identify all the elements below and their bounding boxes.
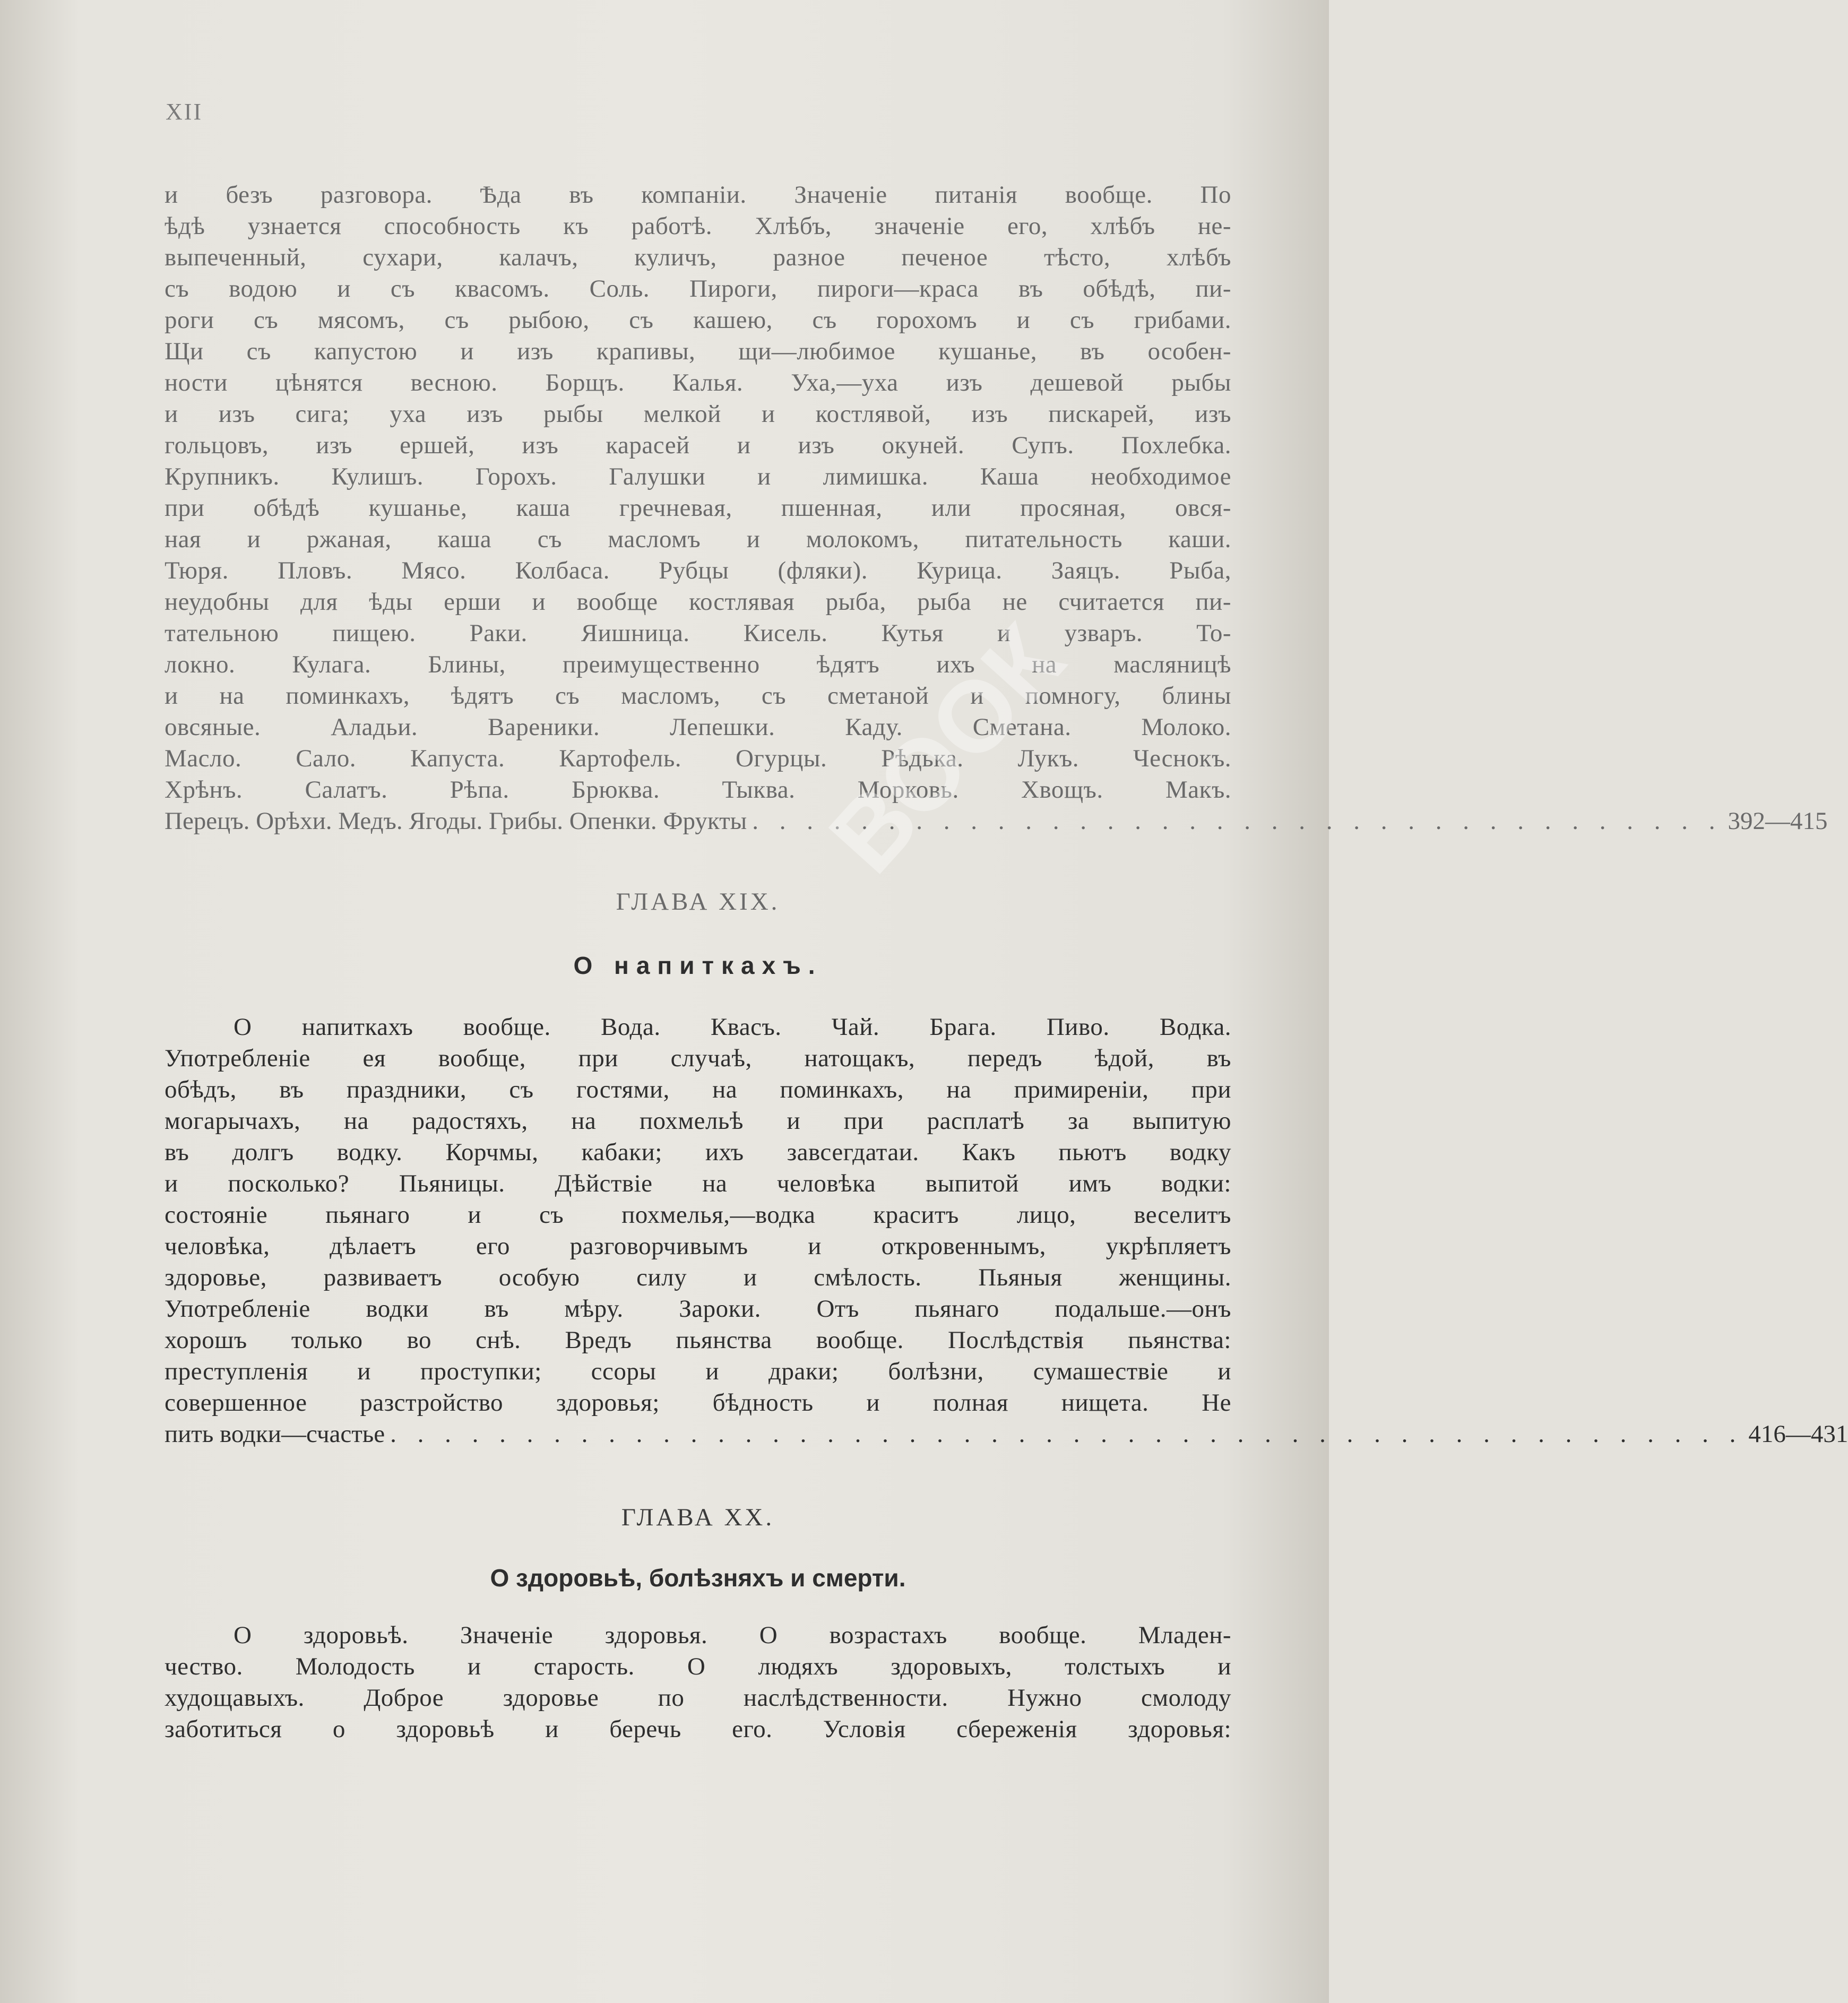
chapter20-summary — [165, 1620, 1231, 1745]
text-line: въ долгъ водку. Корчмы, кабаки; ихъ завсегдатаи. Какъ пьютъ водку — [165, 1138, 1231, 1166]
chapter-heading: ГЛАВА XIX. — [616, 888, 780, 916]
text-line: локно. Кулага. Блины, преимущественно ѣдятъ ихъ на масляницѣ — [165, 651, 1231, 678]
page-range: 392—415 — [1728, 807, 1828, 835]
chapter19-summary — [165, 1012, 1848, 1450]
text-line: и изъ сига; уха изъ рыбы мелкой и костлявой, изъ пискарей, изъ — [165, 400, 1231, 428]
text-line: Хрѣнъ. Салатъ. Рѣпа. Брюква. Тыква. Морковь. Хвощъ. Макъ. — [165, 776, 1231, 804]
text-line: совершенное разстройство здоровья; бѣдность и полная нищета. Не — [165, 1389, 1231, 1417]
text-line: чество. Молодость и старость. О людяхъ здоровыхъ, толстыхъ и — [165, 1653, 1231, 1680]
text-line: здоровье, развиваетъ особую силу и смѣлость. Пьяныя женщины. — [165, 1264, 1231, 1291]
chapter-title: О здоровьѣ, болѣзняхъ и смерти. — [490, 1564, 906, 1592]
chapter-title: О напиткахъ. — [573, 952, 823, 979]
text-line: Употребленіе водки въ мѣру. Зароки. Отъ пьянаго подальше.—онъ — [165, 1295, 1231, 1323]
toc-entry-last-line — [165, 1419, 1848, 1450]
text-line: овсяные. Аладьи. Вареники. Лепешки. Каду. Сметана. Молоко. — [165, 713, 1231, 741]
text-line: пить водки—счастье — [165, 1420, 385, 1448]
text-line: преступленія и проступки; ссоры и драки; болѣзни, сумашествіе и — [165, 1358, 1231, 1385]
text-line: ная и ржаная, каша съ масломъ и молокомъ, питательность каши. — [165, 525, 1231, 553]
text-line: Тюря. Пловъ. Мясо. Колбаса. Рубцы (фляки). Курица. Заяцъ. Рыба, — [165, 557, 1231, 584]
chapter18-tail-text — [165, 179, 1828, 837]
watermark: ВООК — [808, 603, 1085, 894]
text-line: хорошъ только во снѣ. Вредъ пьянства вообще. Послѣдствія пьянства: — [165, 1326, 1231, 1354]
text-line: заботиться о здоровьѣ и беречь его. Условія сбереженія здоровья: — [165, 1715, 1231, 1743]
text-line: неудобны для ѣды ерши и вообще костлявая рыба, рыба не считается пи- — [165, 588, 1231, 616]
dot-leader: . . . . . . . . . . . . . . . . . . . . . . . . . . . . . . . . . . . . — [752, 807, 1723, 835]
text-line: выпеченный, сухари, калачъ, куличъ, разное печеное тѣсто, хлѣбъ — [165, 244, 1231, 271]
text-line: человѣка, дѣлаетъ его разговорчивымъ и откровеннымъ, укрѣпляетъ — [165, 1232, 1231, 1260]
text-line: съ водою и съ квасомъ. Соль. Пироги, пироги—краса въ обѣдѣ, пи- — [165, 275, 1231, 303]
text-line: состояніе пьянаго и съ похмелья,—водка краситъ лицо, веселитъ — [165, 1201, 1231, 1229]
text-line: Крупникъ. Кулишъ. Горохъ. Галушки и лимишка. Каша необходимое — [165, 463, 1231, 490]
text-line: Перецъ. Орѣхи. Медъ. Ягоды. Грибы. Опенки. Фрукты — [165, 807, 747, 835]
text-line: Употребленіе ея вообще, при случаѣ, натощакъ, передъ ѣдой, въ — [165, 1044, 1231, 1072]
text-line: и безъ разговора. Ѣда въ компаніи. Значеніе питанія вообще. По — [165, 181, 1231, 209]
text-line: и на поминкахъ, ѣдятъ съ масломъ, съ сметаной и помногу, блины — [165, 682, 1231, 710]
text-line: роги съ мясомъ, съ рыбою, съ кашею, съ горохомъ и съ грибами. — [165, 306, 1231, 334]
text-line: и посколько? Пьяницы. Дѣйствіе на человѣка выпитой имъ водки: — [165, 1170, 1231, 1197]
text-line: Масло. Сало. Капуста. Картофель. Огурцы. Рѣдька. Лукъ. Чеснокъ. — [165, 745, 1231, 772]
text-line: тательною пищею. Раки. Яишница. Кисель. Кутья и узваръ. То- — [165, 619, 1231, 647]
text-line: обѣдъ, въ праздники, съ гостями, на поминкахъ, на примиреніи, при — [165, 1076, 1231, 1103]
page-range: 416—431 — [1748, 1420, 1848, 1448]
text-line: могарычахъ, на радостяхъ, на похмельѣ и при расплатѣ за выпитую — [165, 1107, 1231, 1135]
text-line: ѣдѣ узнается способность къ работѣ. Хлѣбъ, значеніе его, хлѣбъ не- — [165, 212, 1231, 240]
text-line: гольцовъ, изъ ершей, изъ карасей и изъ окуней. Супъ. Похлебка. — [165, 431, 1231, 459]
text-line: при обѣдѣ кушанье, каша гречневая, пшенная, или просяная, овся- — [165, 494, 1231, 522]
running-head-page-number: XII — [166, 99, 203, 125]
dot-leader: . . . . . . . . . . . . . . . . . . . . . . . . . . . . . . . . . . . . . . . . . . . . . . . . . . — [390, 1420, 1743, 1448]
text-line: О здоровьѣ. Значеніе здоровья. О возрастахъ вообще. Младен- — [234, 1621, 1231, 1649]
text-line: ности цѣнятся весною. Борщъ. Калья. Уха,—уха изъ дешевой рыбы — [165, 369, 1231, 396]
text-line: Щи съ капустою и изъ крапивы, щи—любимое кушанье, въ особен- — [165, 338, 1231, 365]
text-line: худощавыхъ. Доброе здоровье по наслѣдственности. Нужно смолоду — [165, 1684, 1231, 1712]
chapter-heading: ГЛАВА XX. — [621, 1504, 775, 1531]
text-line: О напиткахъ вообще. Вода. Квасъ. Чай. Брага. Пиво. Водка. — [234, 1013, 1231, 1041]
toc-entry-last-line — [165, 806, 1828, 837]
